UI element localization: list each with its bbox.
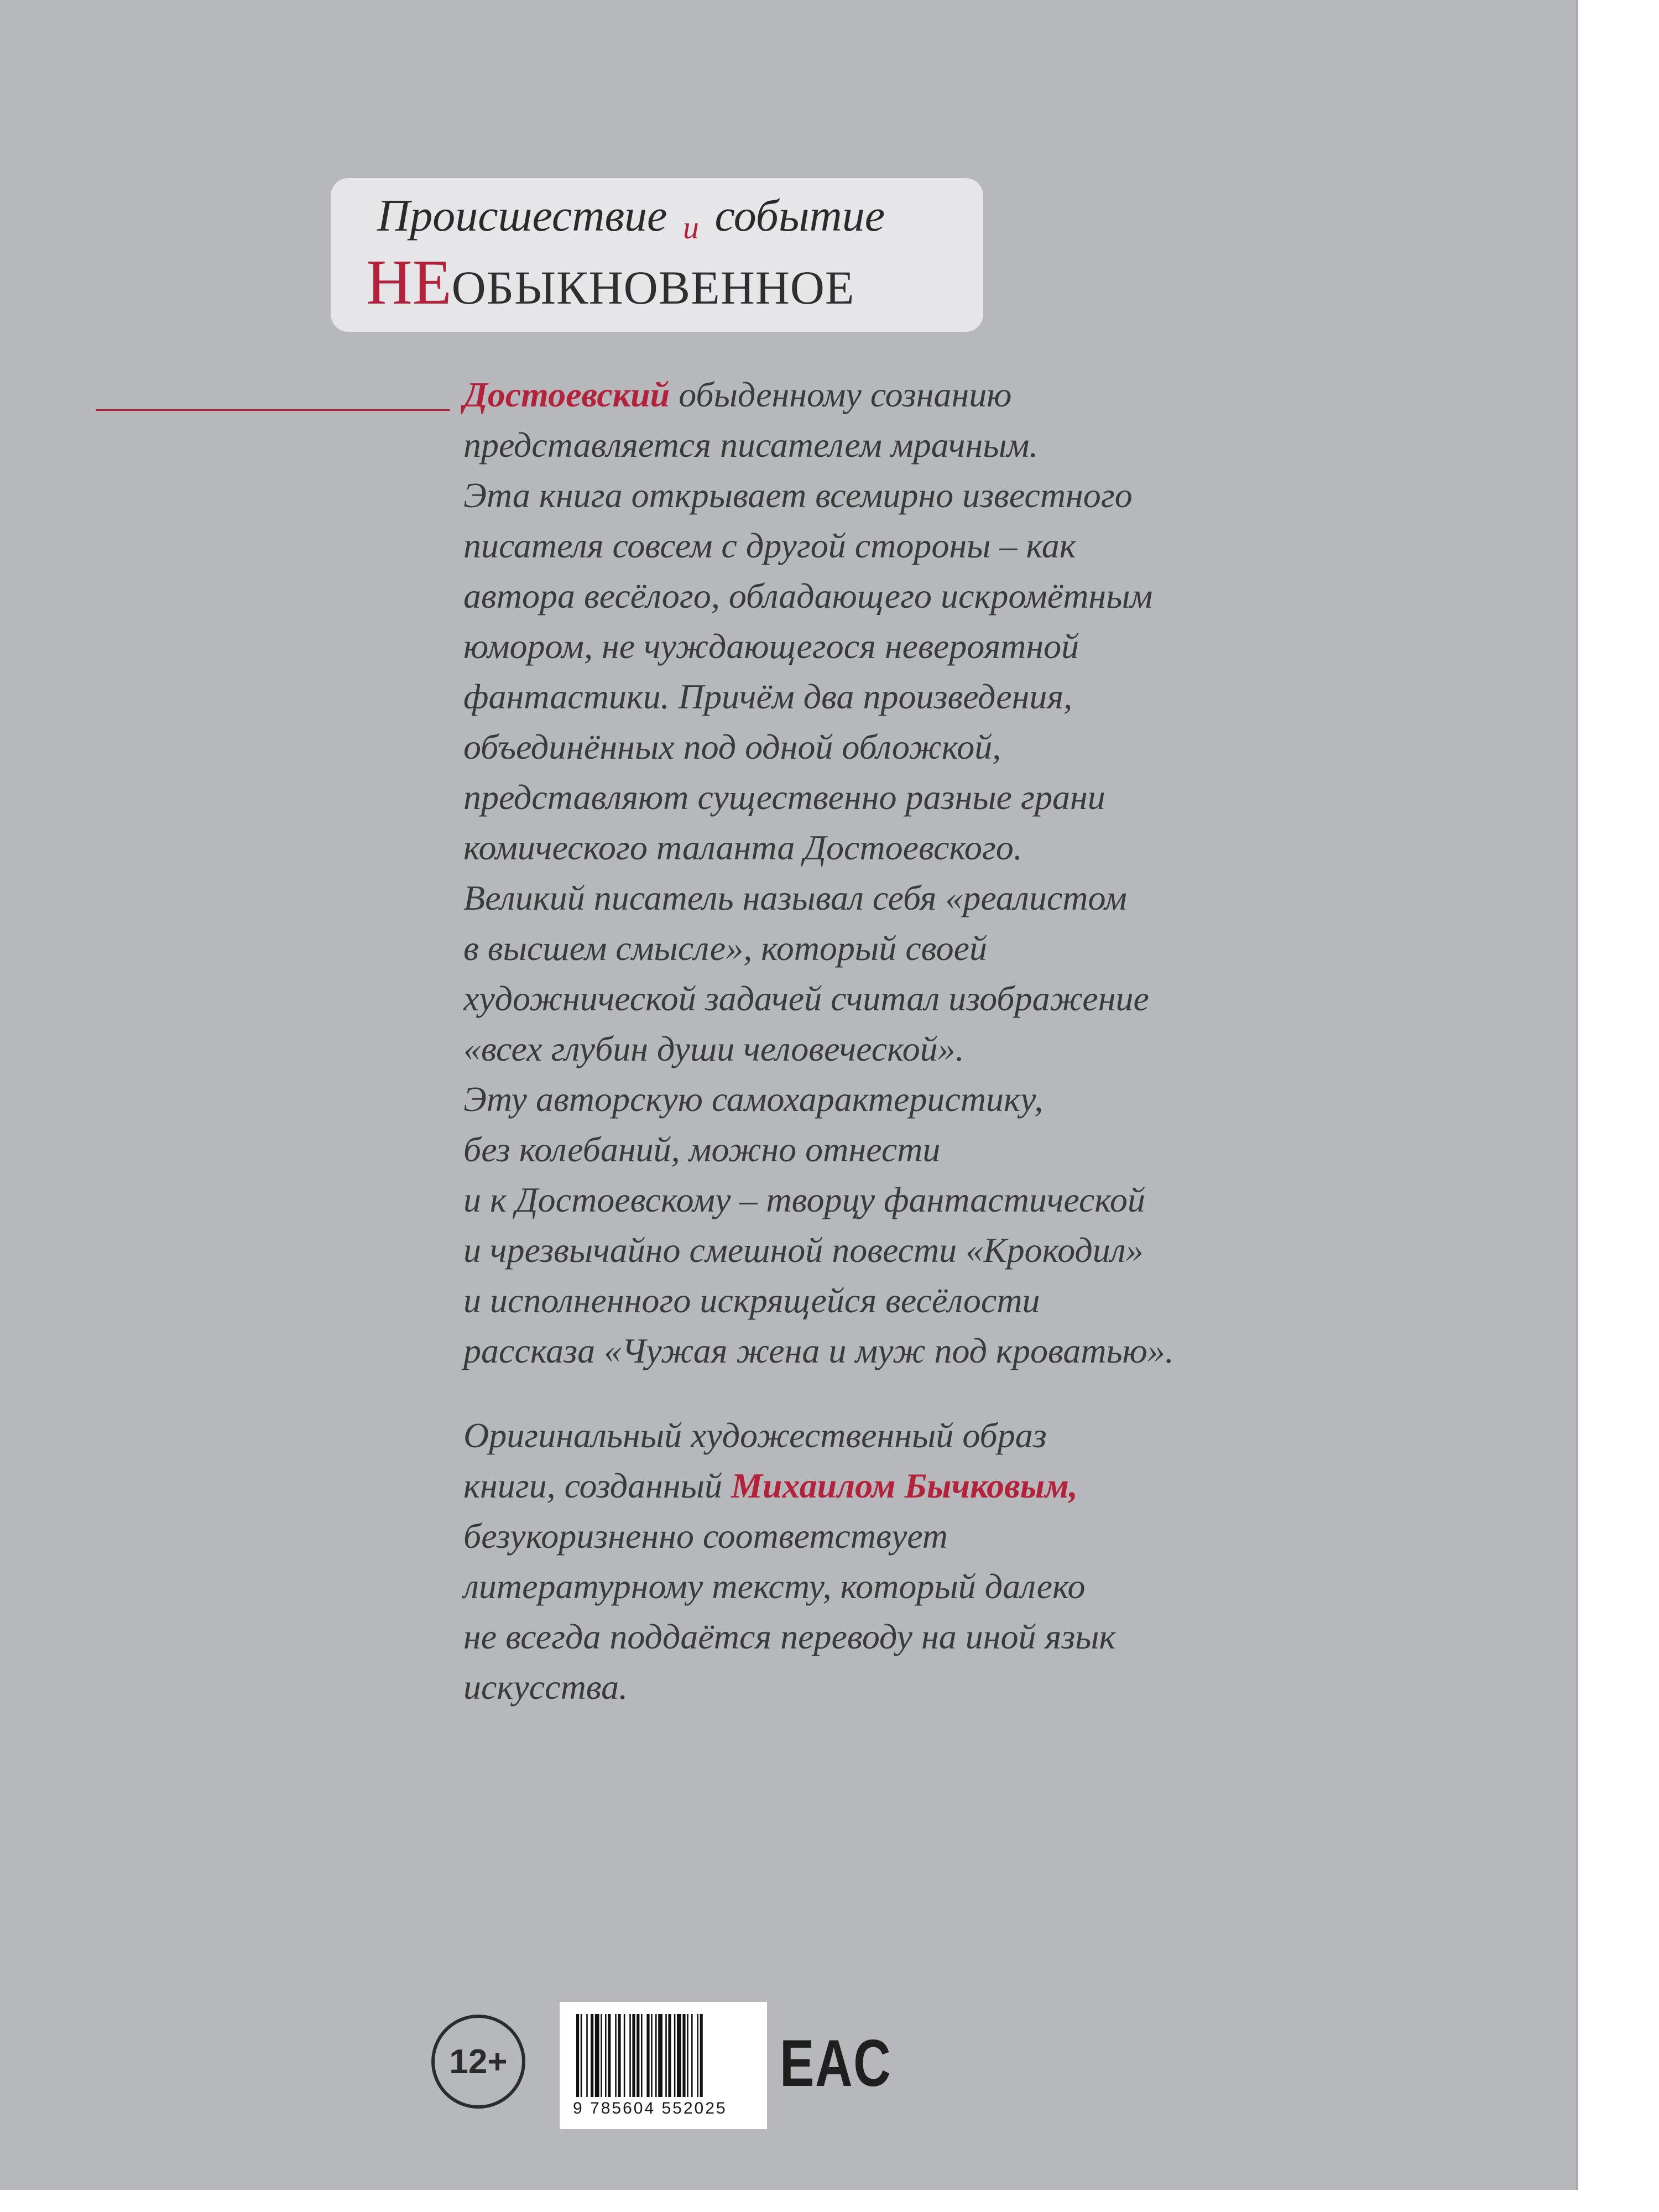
text-line: и к Достоевскому – творцу фантастической: [463, 1180, 1145, 1219]
text-line: и исполненного искрящейся весёлости: [463, 1281, 1040, 1320]
barcode-bars: [573, 2014, 754, 2097]
author-name: Достоевский: [463, 375, 670, 414]
barcode-bar: [646, 2014, 649, 2097]
barcode-bar: [697, 2014, 698, 2097]
title-word-2: событие: [714, 190, 885, 241]
text-line: [463, 1460, 1293, 1511]
barcode-bar: [605, 2014, 607, 2097]
page-edge: [1578, 0, 1659, 2190]
text-line: автора весёлого, обладающего искромётным: [463, 576, 1153, 615]
barcode-bar: [632, 2014, 635, 2097]
text-line: литературному тексту, который далеко: [463, 1567, 1086, 1606]
barcode-bar: [591, 2014, 593, 2097]
barcode-bar: [655, 2014, 657, 2097]
text-line: Эта книга открывает всемирно известного: [463, 476, 1133, 515]
text-span: обыденному сознанию: [670, 375, 1012, 414]
text-line: художнической задачей считал изображение: [463, 979, 1149, 1018]
barcode-bar: [586, 2014, 588, 2097]
text-line: не всегда поддаётся переводу на иной язык: [463, 1617, 1116, 1656]
text-line: объединённых под одной обложкой,: [463, 727, 1001, 766]
age-rating-badge: 12+: [431, 2015, 525, 2109]
barcode-bar: [624, 2014, 625, 2097]
barcode-bar: [595, 2014, 599, 2097]
text-span: книги, созданный: [463, 1466, 731, 1505]
barcode-bar: [691, 2014, 693, 2097]
paragraph-gap: [463, 1376, 1293, 1410]
text-line: представляют существенно разные грани: [463, 778, 1105, 817]
barcode-bar: [615, 2014, 617, 2097]
text-line: фантастики. Причём два произведения,: [463, 677, 1073, 716]
barcode-bar: [651, 2014, 653, 2097]
barcode-bar: [581, 2014, 582, 2097]
text-line: безукоризненно соответствует: [463, 1516, 948, 1556]
title-conjunction: и: [682, 210, 699, 246]
isbn-barcode: [560, 2002, 767, 2129]
text-line: [463, 369, 1293, 420]
text-line: без колебаний, можно отнести: [463, 1130, 941, 1169]
accent-rule: [96, 409, 450, 411]
title-line-1: [377, 189, 983, 247]
title-rest: ОБЫКНОВЕННОЕ: [451, 261, 855, 314]
barcode-bar: [668, 2014, 671, 2097]
title-ne: НЕ: [366, 247, 452, 318]
text-line: представляется писателем мрачным.: [463, 425, 1039, 465]
barcode-bar: [665, 2014, 667, 2097]
text-line: юмором, не чуждающегося невероятной: [463, 627, 1079, 666]
barcode-bar: [576, 2014, 579, 2097]
title-line-2: [366, 247, 983, 337]
barcode-bar: [637, 2014, 639, 2097]
illustrator-name: Михаилом Бычковым,: [731, 1466, 1078, 1505]
text-line: писателя совсем с другой стороны – как: [463, 526, 1076, 565]
text-line: в высшем смысле», который своей: [463, 928, 987, 968]
text-line: Оригинальный художественный образ: [463, 1416, 1047, 1455]
text-line: «всех глубин души человеческой».: [463, 1029, 964, 1068]
title-word-1: Происшествие: [377, 190, 667, 241]
barcode-bar: [641, 2014, 643, 2097]
title-plate: [331, 178, 983, 332]
text-line: искусства.: [463, 1667, 628, 1707]
text-line: комического таланта Достоевского.: [463, 828, 1022, 867]
barcode-bar: [608, 2014, 611, 2097]
barcode-bar: [618, 2014, 620, 2097]
isbn-number: 9 785604 552025: [573, 2099, 727, 2117]
eac-mark: EAC: [780, 2026, 892, 2100]
barcode-bar: [682, 2014, 685, 2097]
barcode-bar: [674, 2014, 676, 2097]
text-line: Эту авторскую самохарактеристику,: [463, 1079, 1044, 1119]
barcode-bar: [601, 2014, 602, 2097]
barcode-bar: [677, 2014, 681, 2097]
barcode-bar: [687, 2014, 688, 2097]
annotation-text: [463, 369, 1293, 1712]
barcode-bar: [658, 2014, 662, 2097]
text-line: Великий писатель называл себя «реалистом: [463, 878, 1127, 917]
barcode-bar: [700, 2014, 703, 2097]
text-line: и чрезвычайно смешной повести «Крокодил»: [463, 1230, 1144, 1270]
text-line: рассказа «Чужая жена и муж под кроватью».: [463, 1331, 1174, 1370]
barcode-bar: [629, 2014, 631, 2097]
